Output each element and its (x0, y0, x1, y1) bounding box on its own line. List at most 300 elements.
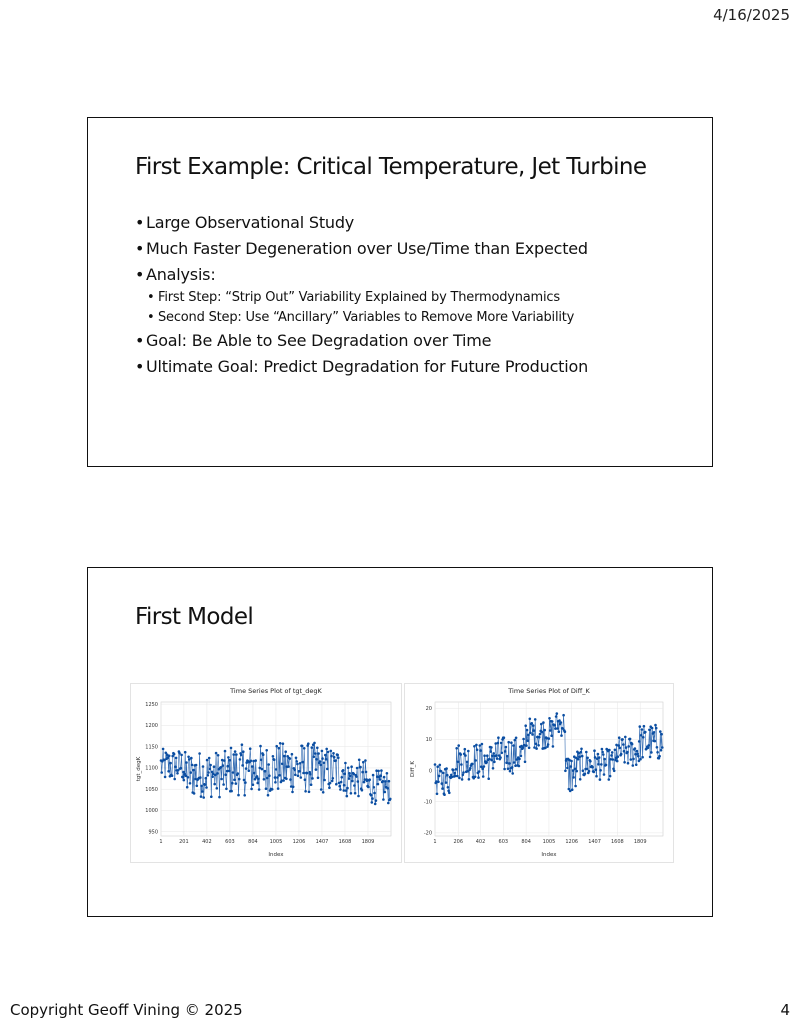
data-point (275, 768, 278, 771)
data-point (201, 790, 204, 793)
data-point (455, 747, 458, 750)
data-point (468, 778, 471, 781)
time-series-chart-diff-k (404, 683, 674, 863)
data-point (382, 780, 385, 783)
data-point (648, 729, 651, 732)
x-tick-label: 1608 (611, 839, 624, 845)
data-point (443, 793, 446, 796)
data-point (241, 743, 244, 746)
data-point (500, 742, 503, 745)
data-point (338, 785, 341, 788)
data-point (245, 767, 248, 770)
data-point (578, 756, 581, 759)
data-point (322, 791, 325, 794)
data-point (224, 773, 227, 776)
data-point (336, 754, 339, 757)
data-point (621, 738, 624, 741)
data-point (328, 786, 331, 789)
y-tick-label: 950 (148, 829, 158, 836)
data-point (266, 777, 269, 780)
data-point (242, 750, 245, 753)
data-point (213, 783, 216, 786)
data-point (307, 742, 310, 745)
data-point (511, 766, 514, 769)
chart-svg (131, 684, 401, 862)
data-point (189, 771, 192, 774)
data-point (495, 754, 498, 757)
data-point (253, 772, 256, 775)
data-point (241, 764, 244, 767)
data-point (358, 759, 361, 762)
x-tick-label: 603 (225, 839, 235, 845)
data-point (386, 787, 389, 790)
y-tick-label: 0 (428, 768, 432, 775)
data-point (520, 755, 523, 758)
data-point (282, 742, 285, 745)
data-point (379, 778, 382, 781)
data-point (439, 764, 442, 767)
sub-bullet-item: • First Step: “Strip Out” Variability Explained by Thermodynamics (147, 290, 560, 305)
data-point (265, 749, 268, 752)
data-point (202, 765, 205, 768)
data-point (210, 795, 213, 798)
data-point (580, 751, 583, 754)
data-point (462, 771, 465, 774)
data-point (344, 762, 347, 765)
data-point (208, 757, 211, 760)
data-point (512, 744, 515, 747)
data-point (634, 747, 637, 750)
data-point (180, 754, 183, 757)
data-point (300, 776, 303, 779)
data-point (342, 769, 345, 772)
data-point (254, 759, 257, 762)
data-point (276, 776, 279, 779)
footer-page-number: 4 (780, 1001, 790, 1019)
data-point (374, 803, 377, 806)
data-point (460, 753, 463, 756)
data-point (199, 776, 202, 779)
x-tick-label: 1206 (292, 839, 306, 845)
x-tick-label: 804 (248, 839, 258, 845)
data-point (384, 780, 387, 783)
data-point (295, 757, 298, 760)
data-point (477, 776, 480, 779)
data-point (489, 750, 492, 753)
data-point (230, 790, 233, 793)
x-tick-label: 402 (475, 839, 486, 845)
data-point (434, 763, 437, 766)
data-point (260, 759, 263, 762)
data-point (357, 780, 360, 783)
data-point (627, 762, 630, 765)
data-point (632, 758, 635, 761)
data-point (223, 759, 226, 762)
data-point (373, 792, 376, 795)
data-point (617, 744, 620, 747)
data-point (182, 776, 185, 779)
data-point (325, 748, 328, 751)
data-point (327, 751, 330, 754)
data-point (457, 744, 460, 747)
data-point (478, 770, 481, 773)
data-point (482, 775, 485, 778)
data-point (200, 785, 203, 788)
data-point (588, 770, 591, 773)
y-tick-label: 1150 (145, 744, 158, 751)
data-point (464, 754, 467, 757)
data-point (367, 786, 370, 789)
data-point (362, 761, 365, 764)
data-point (601, 751, 604, 754)
data-point (651, 727, 654, 730)
data-point (294, 774, 297, 777)
data-point (240, 754, 243, 757)
data-point (343, 784, 346, 787)
slide-first-model (87, 567, 713, 917)
data-point (226, 765, 229, 768)
data-point (485, 761, 488, 764)
data-point (560, 721, 563, 724)
data-point (572, 776, 575, 779)
data-point (446, 774, 449, 777)
x-tick-label: 1005 (542, 839, 556, 845)
data-point (309, 773, 312, 776)
data-point (329, 782, 332, 785)
data-point (455, 768, 458, 771)
data-point (250, 760, 253, 763)
data-point (387, 802, 390, 805)
data-point (658, 755, 661, 758)
data-point (537, 744, 540, 747)
slide-title: First Example: Critical Temperature, Jet Turbine (135, 154, 647, 180)
data-point (490, 746, 493, 749)
data-point (348, 772, 351, 775)
data-point (492, 752, 495, 755)
data-point (501, 752, 504, 755)
data-point (566, 767, 569, 770)
chart-title: Time Series Plot of tgt_degK (230, 687, 322, 695)
data-point (175, 757, 178, 760)
data-point (574, 768, 577, 771)
data-point (581, 755, 584, 758)
data-point (655, 727, 658, 730)
y-tick-label: 1100 (145, 765, 158, 772)
data-point (196, 785, 199, 788)
data-point (553, 724, 556, 727)
data-point (235, 753, 238, 756)
data-point (462, 774, 465, 777)
data-point (211, 775, 214, 778)
bullet-item: • Large Observational Study (135, 213, 355, 232)
data-point (353, 784, 356, 787)
data-point (547, 743, 550, 746)
data-point (389, 798, 392, 801)
data-point (585, 751, 588, 754)
data-point (190, 757, 193, 760)
data-point (499, 756, 502, 759)
data-point (647, 744, 650, 747)
data-point (340, 781, 343, 784)
data-point (580, 748, 583, 751)
data-point (331, 780, 334, 783)
data-point (215, 752, 218, 755)
data-point (319, 764, 322, 767)
data-point (237, 772, 240, 775)
data-point (641, 756, 644, 759)
data-point (167, 770, 170, 773)
data-point (598, 756, 601, 759)
data-point (275, 745, 278, 748)
data-point (550, 734, 553, 737)
chart-svg (405, 684, 673, 862)
y-tick-label: -20 (423, 830, 432, 837)
data-point (343, 773, 346, 776)
data-point (244, 781, 247, 784)
data-point (185, 775, 188, 778)
data-point (460, 763, 463, 766)
data-point (541, 731, 544, 734)
data-point (243, 794, 246, 797)
data-point (447, 786, 450, 789)
data-point (542, 721, 545, 724)
data-point (220, 766, 223, 769)
data-point (311, 777, 314, 780)
data-point (548, 717, 551, 720)
data-point (475, 744, 478, 747)
data-point (474, 759, 477, 762)
data-point (206, 759, 209, 762)
data-point (379, 774, 382, 777)
data-point (456, 775, 459, 778)
bullet-item: • Much Faster Degeneration over Use/Time than Expected (135, 239, 588, 258)
data-point (532, 724, 535, 727)
footer-copyright: Copyright Geoff Vining © 2025 (10, 1001, 243, 1019)
data-point (641, 728, 644, 731)
data-point (524, 724, 527, 727)
data-point (234, 750, 237, 753)
data-point (272, 755, 275, 758)
data-point (624, 736, 627, 739)
data-point (471, 763, 474, 766)
data-point (613, 770, 616, 773)
data-point (316, 747, 319, 750)
data-point (438, 775, 441, 778)
data-point (345, 789, 348, 792)
y-tick-label: -10 (423, 799, 432, 806)
data-point (304, 790, 307, 793)
data-point (261, 768, 264, 771)
data-point (321, 757, 324, 760)
print-date: 4/16/2025 (713, 6, 790, 24)
data-point (193, 792, 196, 795)
data-point (341, 776, 344, 779)
data-point (384, 791, 387, 794)
data-point (552, 745, 555, 748)
data-point (304, 778, 307, 781)
y-tick-label: 1250 (145, 701, 158, 708)
data-point (274, 776, 277, 779)
data-point (195, 764, 198, 767)
x-tick-label: 1407 (588, 839, 601, 845)
bullet-list (135, 210, 702, 380)
data-point (258, 788, 261, 791)
data-point (593, 749, 596, 752)
data-point (207, 771, 210, 774)
data-point (511, 772, 514, 775)
data-point (534, 718, 537, 721)
data-point (262, 753, 265, 756)
data-point (314, 752, 317, 755)
y-tick-label: 20 (425, 705, 432, 712)
data-point (284, 750, 287, 753)
data-point (647, 747, 650, 750)
data-point (508, 762, 511, 765)
data-point (570, 760, 573, 763)
data-point (274, 781, 277, 784)
x-tick-label: 201 (179, 839, 189, 845)
data-point (577, 758, 580, 761)
data-point (377, 783, 380, 786)
data-point (656, 746, 659, 749)
data-point (626, 751, 629, 754)
data-point (285, 778, 288, 781)
data-point (365, 771, 368, 774)
data-point (230, 747, 233, 750)
data-point (448, 792, 451, 795)
data-point (548, 737, 551, 740)
data-point (518, 758, 521, 761)
data-point (355, 775, 358, 778)
data-point (513, 761, 516, 764)
data-point (505, 762, 508, 765)
data-point (481, 767, 484, 770)
data-point (524, 761, 527, 764)
data-point (332, 752, 335, 755)
data-point (507, 767, 510, 770)
data-point (308, 791, 311, 794)
data-point (295, 760, 298, 763)
data-point (564, 731, 567, 734)
data-point (356, 767, 359, 770)
data-point (299, 762, 302, 765)
data-point (556, 712, 559, 715)
data-point (228, 759, 231, 762)
data-point (469, 767, 472, 770)
data-point (631, 743, 634, 746)
x-tick-label: 402 (202, 839, 212, 845)
data-point (497, 742, 500, 745)
data-point (466, 761, 469, 764)
data-point (526, 739, 529, 742)
data-point (200, 795, 203, 798)
data-point (453, 772, 456, 775)
data-point (505, 746, 508, 749)
chart-title: Time Series Plot of Diff_K (508, 687, 590, 695)
data-point (334, 759, 337, 762)
data-point (571, 788, 574, 791)
data-point (608, 778, 611, 781)
data-point (189, 782, 192, 785)
data-point (186, 786, 189, 789)
data-point (278, 747, 281, 750)
data-point (192, 769, 195, 772)
data-point (187, 776, 190, 779)
y-tick-label: 10 (425, 737, 432, 744)
data-point (178, 752, 181, 755)
data-point (386, 772, 389, 775)
data-point (319, 760, 322, 763)
data-point (625, 746, 628, 749)
data-point (293, 769, 296, 772)
data-point (437, 781, 440, 784)
data-point (361, 771, 364, 774)
data-point (570, 765, 573, 768)
x-tick-label: 206 (453, 839, 464, 845)
data-point (263, 778, 266, 781)
data-point (600, 763, 603, 766)
data-point (555, 715, 558, 718)
data-point (256, 775, 259, 778)
data-point (531, 722, 534, 725)
data-point (278, 774, 281, 777)
data-point (346, 795, 349, 798)
data-point (176, 772, 179, 775)
data-point (228, 770, 231, 773)
data-point (368, 778, 371, 781)
x-tick-label: 603 (498, 839, 509, 845)
x-tick-label: 804 (521, 839, 531, 845)
x-tick-label: 1809 (361, 839, 375, 845)
data-point (510, 741, 513, 744)
x-tick-label: 1407 (315, 839, 329, 845)
data-point (162, 748, 165, 751)
data-point (483, 765, 486, 768)
data-point (296, 763, 299, 766)
data-point (529, 718, 532, 721)
data-point (522, 746, 525, 749)
data-point (354, 792, 357, 795)
data-point (531, 733, 534, 736)
data-point (637, 755, 640, 758)
data-point (620, 753, 623, 756)
data-point (529, 732, 532, 735)
data-point (661, 746, 664, 749)
slide-title: First Model (135, 604, 254, 630)
data-point (660, 733, 663, 736)
data-point (503, 768, 506, 771)
data-point (593, 771, 596, 774)
data-point (224, 750, 227, 753)
bullet-item: • Goal: Be Able to See Degradation over Time (135, 331, 492, 350)
data-point (539, 733, 542, 736)
data-point (464, 748, 467, 751)
slide-first-example (87, 117, 713, 467)
data-point (442, 772, 445, 775)
data-point (572, 769, 575, 772)
data-point (251, 765, 254, 768)
data-point (332, 777, 335, 780)
data-point (213, 765, 216, 768)
data-point (238, 778, 241, 781)
data-point (632, 764, 635, 767)
data-point (527, 734, 530, 737)
data-point (382, 798, 385, 801)
data-point (160, 771, 163, 774)
data-point (277, 787, 280, 790)
data-point (649, 756, 652, 759)
data-point (222, 764, 225, 767)
